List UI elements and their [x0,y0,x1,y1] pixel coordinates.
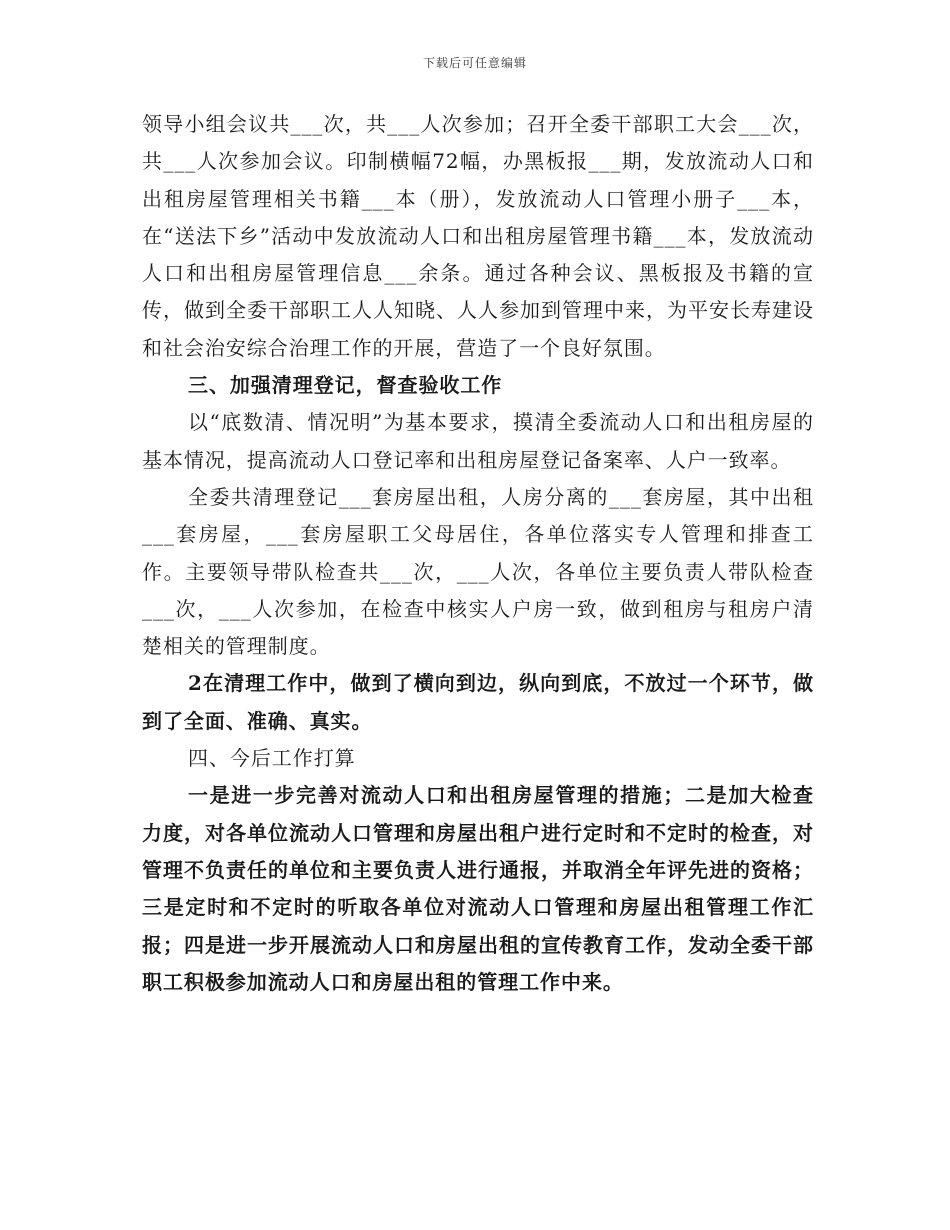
section-heading-3: 三、加强清理登记，督查验收工作 [188,373,503,398]
paragraph-future-plans: 一是进一步完善对流动人口和出租房屋管理的措施；二是加大检查力度，对各单位流动人口管理和房屋出租户进行定时和不定时的检查，对管理不负责任的单位和主要负责人进行通报，并取消全年评先进的资格；三是定时和不定时的听取各单位对流动人口管理和房屋出租管理工作汇报；四是进一步开展流动人口和房屋出租的宣传教育工作，发动全委干部职工积极参加流动人口和房屋出租的管理工作中来。 [142,783,814,994]
document-body [142,106,814,1001]
section-heading-4: 四、今后工作打算 [188,746,356,771]
paragraph-registration-requirements: 以“底数清、情况明”为基本要求，摸清全委流动人口和出租房屋的基本情况，提高流动人口登记率和出租房屋登记备案率、人户一致率。 [142,410,814,472]
paragraph-cleanup-summary: 2在清理工作中，做到了横向到边，纵向到底，不放过一个环节，做到了全面、准确、真实。 [142,671,814,733]
page-header: 下载后可任意编辑 [422,56,527,70]
paragraph-registration-stats: 全委共清理登记___套房屋出租，人房分离的___套房屋，其中出租___套房屋，___套房屋职工父母居住，各单位落实专人管理和排查工作。主要领导带队检查共___次，___人次，各单位主要负责人带队检查___次，___人次参加，在检查中核实人户房一致，做到租房与租房户清楚相关的管理制度。 [142,484,814,659]
paragraph-publicity-stats: 领导小组会议共___次，共___人次参加；召开全委干部职工大会___次，共___人次参加会议。印制横幅72幅，办黑板报___期，发放流动人口和出租房屋管理相关书籍___本（册），发放流动人口管理小册子___本，在“送法下乡”活动中发放流动人口和出租房屋管理书籍___本，发放流动人口和出租房屋管理信息___余条。通过各种会议、黑板报及书籍的宣传，做到全委干部职工人人知晓、人人参加到管理中来，为平安长寿建设和社会治安综合治理工作的开展，营造了一个良好氛围。 [142,112,814,360]
